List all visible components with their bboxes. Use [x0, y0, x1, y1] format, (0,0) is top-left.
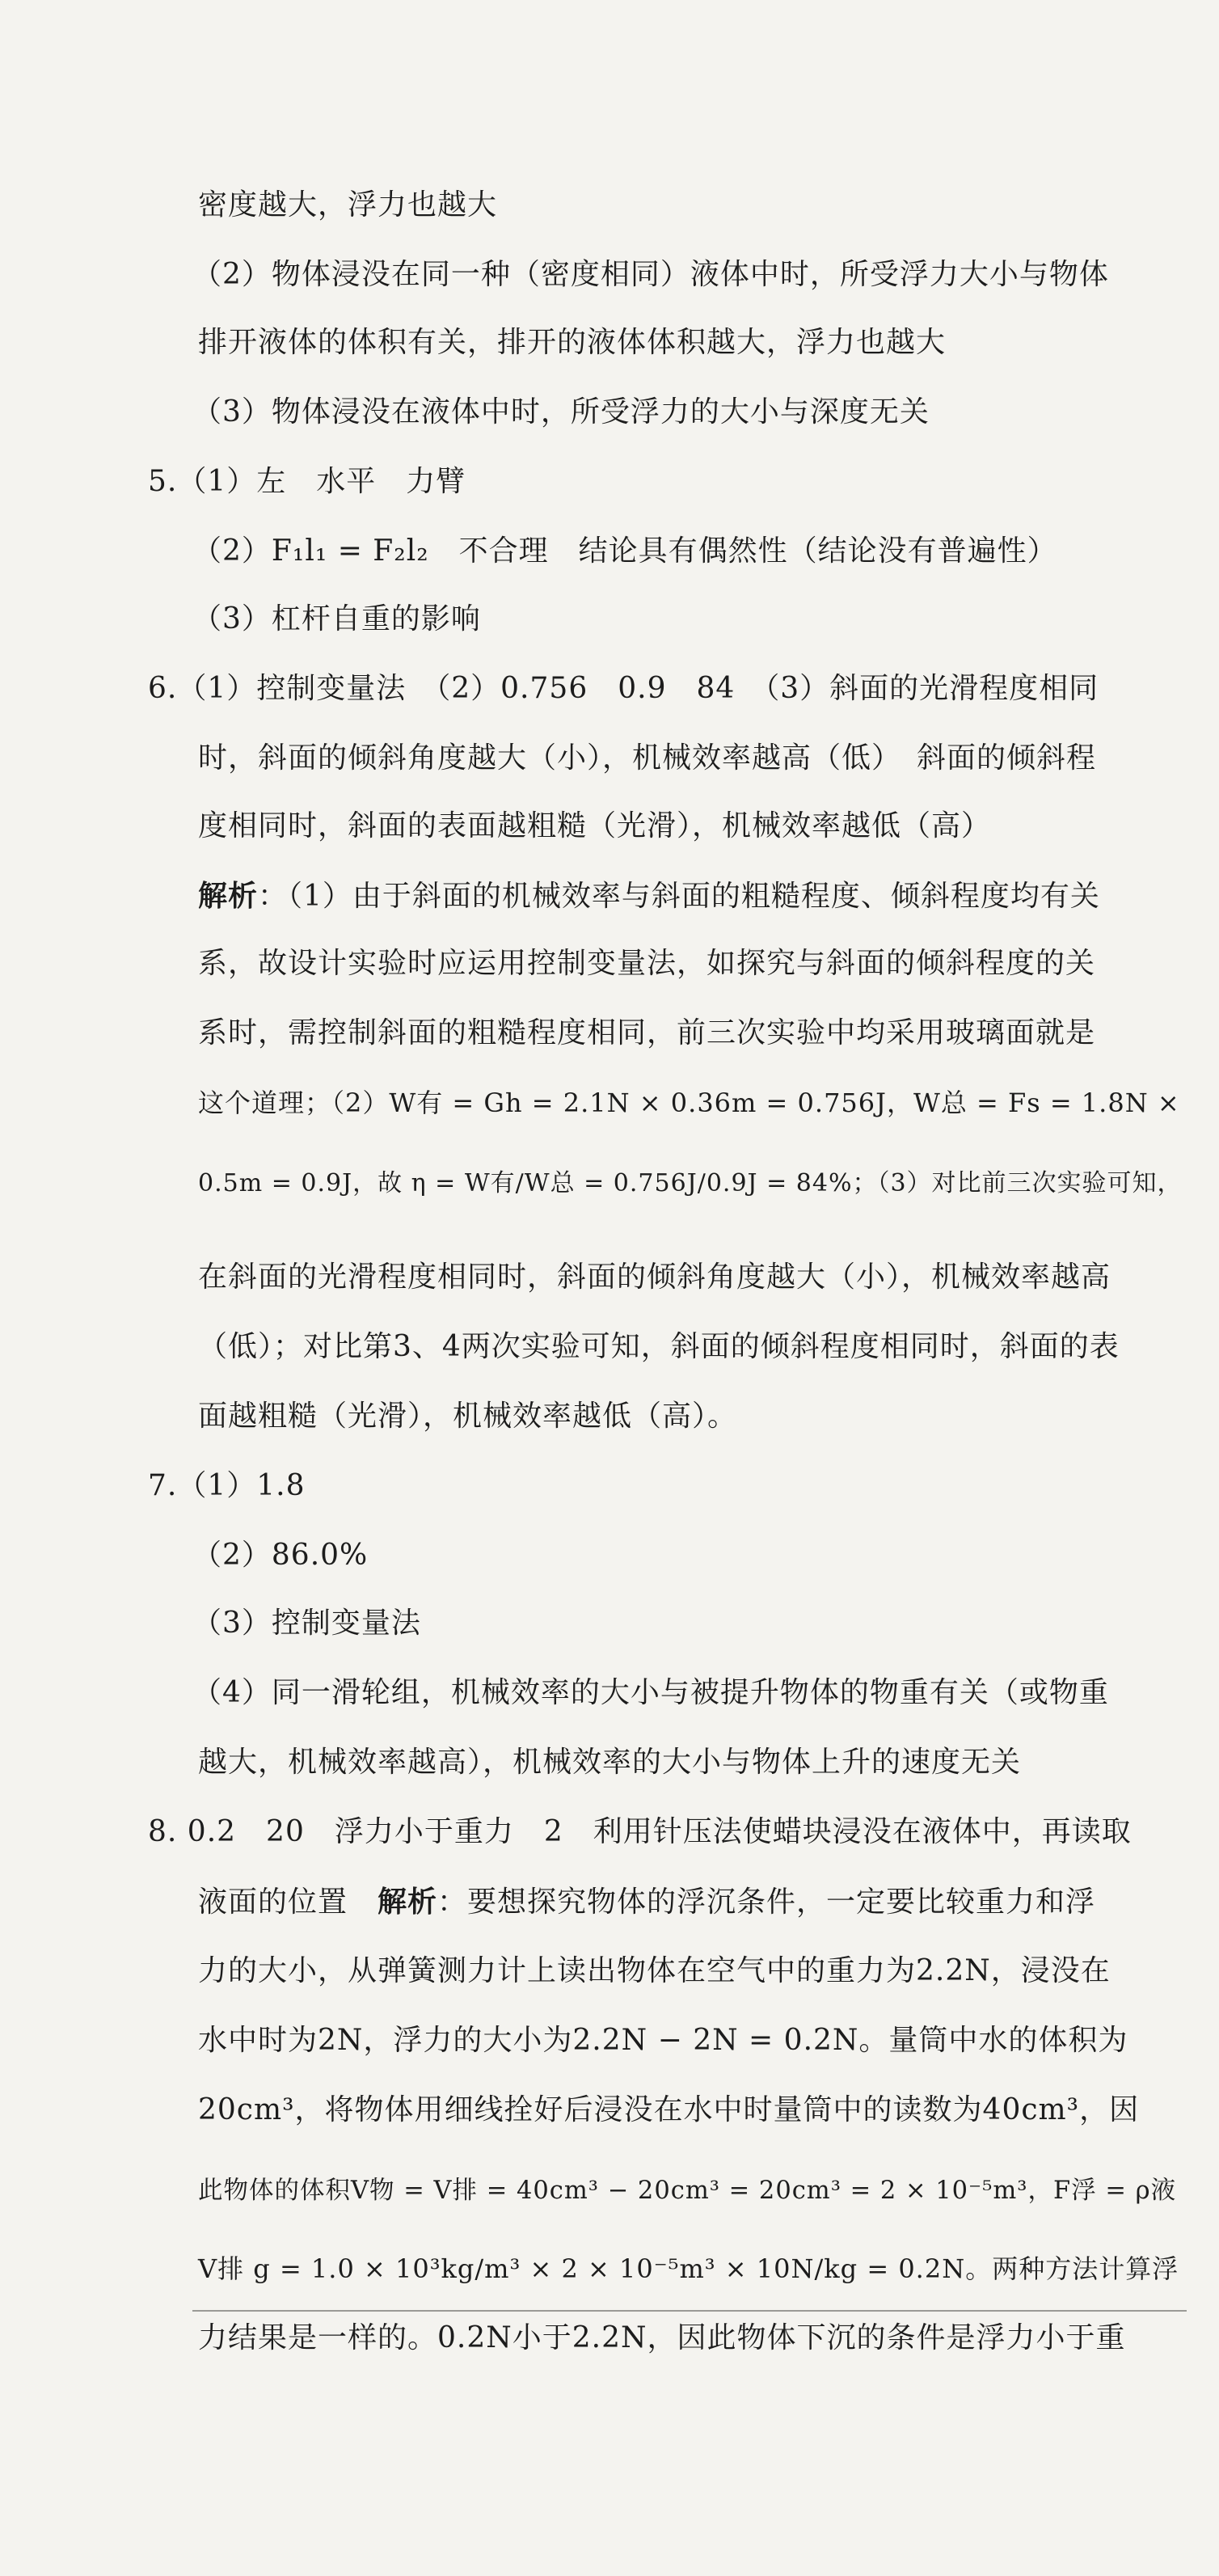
q6-analysis-2: 系，故设计实验时应运用控制变量法，如探究与斜面的倾斜程度的关	[198, 947, 1096, 980]
q8-line-4: 水中时为2N，浮力的大小为2.2N − 2N = 0.2N。量筒中水的体积为	[198, 2024, 1128, 2057]
analysis-label: 解析	[378, 1885, 438, 1919]
q8-line-6: 此物体的体积V物 = V排 = 40cm³ − 20cm³ = 20cm³ = 2 × 10⁻⁵m³，F浮 = ρ液	[198, 2177, 1177, 2205]
q6-analysis-4: 这个道理；（2）W有 = Gh = 2.1N × 0.36m = 0.756J，W总 = Fs = 1.8N ×	[198, 1087, 1180, 1118]
divider-line	[192, 2310, 1187, 2312]
q7-line-2: （2）86.0%	[192, 1539, 369, 1572]
q8-line-3: 力的大小，从弹簧测力计上读出物体在空气中的重力为2.2N，浸没在	[198, 1954, 1111, 1987]
q6-analysis-3: 系时，需控制斜面的粗糙程度相同，前三次实验中均采用玻璃面就是	[198, 1016, 1096, 1049]
q6-analysis-1	[198, 876, 1100, 916]
q8-line-7: V排 g = 1.0 × 10³kg/m³ × 2 × 10⁻⁵m³ × 10N/kg = 0.2N。两种方法计算浮	[198, 2253, 1179, 2284]
q8-line-2-tail: ：要想探究物体的浮沉条件，一定要比较重力和浮	[437, 1886, 1096, 1919]
q6-analysis-8: 面越粗糙（光滑），机械效率越低（高）。	[198, 1400, 738, 1433]
q5-line-1: 5.（1）左 水平 力臂	[148, 465, 466, 498]
q4-line-3: 排开液体的体积有关，排开的液体体积越大，浮力也越大	[198, 326, 947, 359]
q6-analysis-5: 0.5m = 0.9J，故 η = W有/W总 = 0.756J/0.9J = 84%；（3）对比前三次实验可知，	[198, 1169, 1183, 1197]
q6-analysis-1-text: ：（1）由于斜面的机械效率与斜面的粗糙程度、倾斜程度均有关	[258, 880, 1100, 913]
q6-line-2: 时，斜面的倾斜角度越大（小），机械效率越高（低） 斜面的倾斜程	[198, 741, 1097, 775]
q6-analysis-6: 在斜面的光滑程度相同时，斜面的倾斜角度越大（小），机械效率越高	[198, 1261, 1111, 1294]
q6-line-1: 6.（1）控制变量法 （2）0.756 0.9 84 （3）斜面的光滑程度相同	[148, 672, 1099, 705]
q6-analysis-7: （低）；对比第3、4两次实验可知，斜面的倾斜程度相同时，斜面的表	[198, 1330, 1120, 1363]
q8-line-1: 8. 0.2 20 浮力小于重力 2 利用针压法使蜡块浸没在液体中，再读取	[148, 1815, 1132, 1848]
q7-line-1: 7.（1）1.8	[148, 1469, 306, 1502]
q4-line-4: （3）物体浸没在液体中时，所受浮力的大小与深度无关	[192, 395, 930, 429]
q8-line-5: 20cm³，将物体用细线拴好后浸没在水中时量筒中的读数为40cm³，因	[198, 2093, 1140, 2126]
q6-line-3: 度相同时，斜面的表面越粗糙（光滑），机械效率越低（高）	[198, 809, 992, 842]
q5-line-3: （3）杠杆自重的影响	[192, 602, 481, 636]
q7-line-3: （3）控制变量法	[192, 1607, 421, 1640]
analysis-label: 解析	[198, 879, 259, 913]
q4-line-1: 密度越大，浮力也越大	[198, 188, 498, 222]
q7-line-4: （4）同一滑轮组，机械效率的大小与被提升物体的物重有关（或物重	[192, 1676, 1109, 1709]
q4-line-2: （2）物体浸没在同一种（密度相同）液体中时，所受浮力大小与物体	[192, 258, 1109, 291]
q8-line-8: 力结果是一样的。0.2N小于2.2N，因此物体下沉的条件是浮力小于重	[198, 2321, 1126, 2354]
q7-line-5: 越大，机械效率越高），机械效率的大小与物体上升的速度无关	[198, 1746, 1022, 1779]
q8-line-2	[198, 1882, 1095, 1922]
q8-line-2-head: 液面的位置	[198, 1886, 378, 1919]
q5-line-2: （2）F₁l₁ = F₂l₂ 不合理 结论具有偶然性（结论没有普遍性）	[192, 534, 1057, 568]
